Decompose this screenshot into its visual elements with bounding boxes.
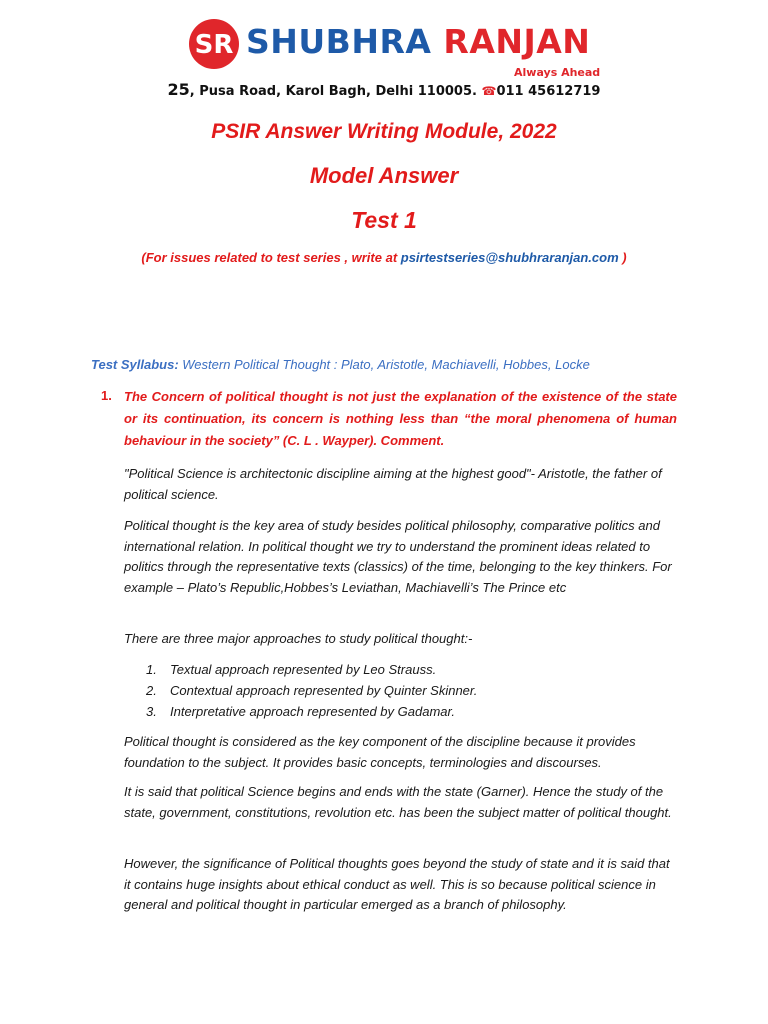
answer-paragraph-5: It is said that political Science begins and ends with the state (Garner). Hence the study of the state, government, constitutions, revolution etc. has been the subject matter of political thought. xyxy=(124,784,672,820)
issues-suffix: ) xyxy=(618,250,627,265)
answer-paragraph-6: However, the significance of Political thoughts goes beyond the study of state and it is said that it contains huge insights about ethical conduct as well. This is so because political science in general and political thought in particular emerged as a branch of philosophy. xyxy=(124,856,670,912)
address-number: 25 xyxy=(167,80,190,99)
logo xyxy=(188,18,618,79)
issues-note xyxy=(0,250,768,265)
answer-paragraph-4: Political thought is considered as the key component of the discipline because it provides foundation to the subject. It provides basic concepts, terminologies and discourses. xyxy=(124,734,636,770)
phone-icon: ☎ xyxy=(481,84,497,98)
brand-name xyxy=(246,22,590,62)
test-syllabus xyxy=(91,357,590,372)
approaches-list xyxy=(124,659,664,722)
answer-paragraph-2: Political thought is the key area of study besides political philosophy, comparative politics and international relation. In political thought we try to understand the prominent ideas related to politics through the representative texts (classics) of the time, belonging to the key thinkers. For example – Plato’s Republic,Hobbes’s Leviathan, Machiavelli’s The Prince etc xyxy=(124,518,672,595)
issues-prefix: (For issues related to test series , write at xyxy=(141,250,401,265)
address-line xyxy=(0,80,768,99)
brand-second: RANJAN xyxy=(443,22,591,61)
address-text: , Pusa Road, Karol Bagh, Delhi 110005. xyxy=(189,84,477,99)
phone-number: 011 45612719 xyxy=(496,84,601,99)
module-title: PSIR Answer Writing Module, 2022 xyxy=(211,120,557,143)
list-item: 1. Textual approach represented by Leo Strauss. xyxy=(146,662,437,677)
brand-first: SHUBHRA xyxy=(246,22,432,61)
list-item: 3. Interpretative approach represented by Gadamar. xyxy=(146,704,455,719)
question-text: The Concern of political thought is not just the explanation of the existence of the state or its continuation, its concern is nothing less than “the moral phenomena of human behaviour in the society” (C. L . Wayper). Comment. xyxy=(124,389,677,448)
support-email-link[interactable]: psirtestseries@shubhraranjan.com xyxy=(400,250,619,265)
question-number: 1. xyxy=(101,388,112,403)
list-item: 2. Contextual approach represented by Quinter Skinner. xyxy=(146,683,478,698)
sr-logo-icon xyxy=(188,18,240,70)
answer-paragraph-3: There are three major approaches to study political thought:- xyxy=(124,631,473,646)
answer-paragraph-1: "Political Science is architectonic discipline aiming at the highest good"- Aristotle, the father of political science. xyxy=(124,466,662,502)
syllabus-text: Western Political Thought : Plato, Aristotle, Machiavelli, Hobbes, Locke xyxy=(178,357,590,372)
model-answer-title: Model Answer xyxy=(309,163,459,188)
syllabus-label: Test Syllabus: xyxy=(91,357,179,372)
test-title: Test 1 xyxy=(351,207,417,233)
tagline: Always Ahead xyxy=(514,66,601,79)
svg-text:SR: SR xyxy=(194,30,234,60)
